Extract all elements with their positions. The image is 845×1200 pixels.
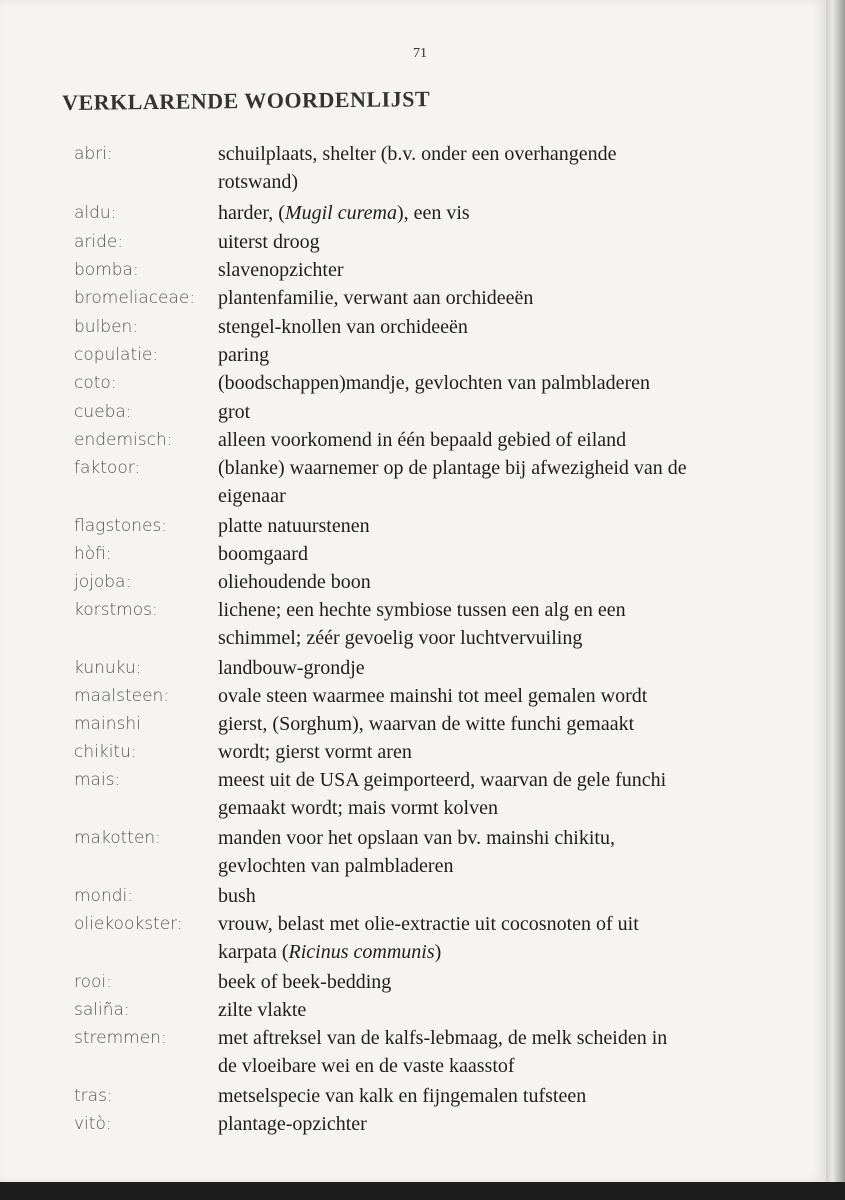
definition-line: manden voor het opslaan van bv. mainshi chikitu, <box>218 827 615 849</box>
glossary-entry <box>0 882 826 910</box>
glossary-entry <box>0 824 826 880</box>
glossary-term: hòfi: <box>74 544 112 564</box>
glossary-entry <box>0 568 826 596</box>
glossary-term: flagstones: <box>74 516 168 536</box>
glossary-definition <box>218 1082 798 1110</box>
glossary-definition <box>218 738 798 766</box>
glossary-entry <box>0 596 826 652</box>
glossary-entry <box>0 341 826 369</box>
glossary-definition <box>218 996 798 1024</box>
glossary-definition <box>218 568 798 596</box>
glossary-definition <box>218 454 798 510</box>
glossary-term: abri: <box>74 144 113 164</box>
glossary-term: korstmos: <box>74 600 158 620</box>
glossary-term: vitò: <box>74 1114 112 1134</box>
definition-line: plantage-opzichter <box>218 1113 367 1135</box>
glossary-entry <box>0 968 826 996</box>
definition-line: paring <box>218 344 270 366</box>
glossary-definition <box>218 824 798 880</box>
definition-line: zilte vlakte <box>218 999 307 1021</box>
definition-line: boomgaard <box>218 543 308 565</box>
glossary-term: chikitu: <box>74 742 137 762</box>
definition-line: landbouw-grondje <box>218 657 365 679</box>
glossary-term: coto: <box>74 373 117 393</box>
glossary-entry <box>0 1110 826 1138</box>
glossary-term: aldu: <box>74 203 117 223</box>
glossary-term: cueba: <box>74 402 132 422</box>
glossary-entry <box>0 540 826 568</box>
glossary-term: faktoor: <box>74 458 141 478</box>
glossary-entry <box>0 454 826 510</box>
glossary-term: bomba: <box>74 260 139 280</box>
glossary-entry <box>0 1024 826 1080</box>
glossary-definition <box>218 313 798 341</box>
glossary-definition <box>218 882 798 910</box>
glossary-entry <box>0 910 826 966</box>
definition-line: stengel-knollen van orchideeën <box>218 316 468 338</box>
glossary-term: oliekookster: <box>74 914 183 934</box>
definition-line: alleen voorkomend in één bepaald gebied of eiland <box>218 429 627 451</box>
glossary-term: maalsteen: <box>74 686 170 706</box>
glossary-definition <box>218 199 798 227</box>
definition-line: plantenfamilie, verwant aan orchideeën <box>218 287 534 309</box>
glossary-term: stremmen: <box>74 1028 167 1048</box>
glossary-definition <box>218 140 798 196</box>
page-number: 71 <box>413 46 427 61</box>
glossary-term: mais: <box>74 770 121 790</box>
glossary-definition <box>218 1024 798 1080</box>
definition-line: slavenopzichter <box>218 259 344 281</box>
definition-line: de vloeibare wei en de vaste kaasstof <box>218 1055 515 1077</box>
definition-line: schuilplaats, shelter (b.v. onder een overhangende <box>218 143 617 165</box>
definition-line: ovale steen waarmee mainshi tot meel gemalen wordt <box>218 685 648 707</box>
definition-line: gevlochten van palmbladeren <box>218 855 454 877</box>
definition-line: lichene; een hechte symbiose tussen een alg en een <box>218 599 626 621</box>
glossary-term: kunuku: <box>74 658 142 678</box>
definition-line: harder, (Mugil curema), een vis <box>218 202 470 224</box>
definition-line: oliehoudende boon <box>218 571 371 593</box>
glossary-entry <box>0 140 826 196</box>
definition-line: eigenaar <box>218 485 286 507</box>
glossary-definition <box>218 369 798 397</box>
glossary-entry <box>0 284 826 312</box>
definition-line: met aftreksel van de kalfs-lebmaag, de melk scheiden in <box>218 1027 668 1049</box>
glossary-entry <box>0 996 826 1024</box>
glossary-entry <box>0 199 826 227</box>
glossary-definition <box>218 596 798 652</box>
definition-line: rotswand) <box>218 171 298 193</box>
glossary-definition <box>218 1110 798 1138</box>
definition-line: wordt; gierst vormt aren <box>218 741 412 763</box>
glossary-definition <box>218 426 798 454</box>
glossary-term: makotten: <box>74 828 161 848</box>
glossary-definition <box>218 228 798 256</box>
glossary-list <box>0 140 826 1140</box>
definition-line: gierst, (Sorghum), waarvan de witte funchi gemaakt <box>218 713 635 735</box>
glossary-term: bulben: <box>74 317 139 337</box>
glossary-term: bromeliaceae: <box>74 288 196 308</box>
definition-line: bush <box>218 885 256 907</box>
definition-line: (boodschappen)mandje, gevlochten van palmbladeren <box>218 372 651 394</box>
definition-line: grot <box>218 401 251 423</box>
glossary-term: mondi: <box>74 886 133 906</box>
glossary-entry <box>0 682 826 710</box>
glossary-term: aride: <box>74 232 124 252</box>
glossary-entry <box>0 512 826 540</box>
glossary-definition <box>218 540 798 568</box>
glossary-entry <box>0 426 826 454</box>
page-title: VERKLARENDE WOORDENLIJST <box>62 86 431 115</box>
glossary-definition <box>218 512 798 540</box>
definition-line: vrouw, belast met olie-extractie uit cocosnoten of uit <box>218 913 639 935</box>
page-edge <box>826 0 845 1182</box>
glossary-entry <box>0 228 826 256</box>
glossary-definition <box>218 766 798 822</box>
glossary-entry <box>0 766 826 822</box>
glossary-entry <box>0 710 826 738</box>
glossary-entry <box>0 369 826 397</box>
scan-border <box>0 1182 845 1200</box>
definition-line: schimmel; zéér gevoelig voor luchtvervuiling <box>218 627 583 649</box>
glossary-definition <box>218 398 798 426</box>
glossary-definition <box>218 968 798 996</box>
glossary-definition <box>218 256 798 284</box>
glossary-definition <box>218 654 798 682</box>
glossary-entry <box>0 256 826 284</box>
glossary-term: mainshi <box>74 714 141 734</box>
glossary-definition <box>218 710 798 738</box>
glossary-term: saliña: <box>74 1000 130 1020</box>
glossary-definition <box>218 284 798 312</box>
definition-line: meest uit de USA geimporteerd, waarvan de gele funchi <box>218 769 667 791</box>
glossary-entry <box>0 398 826 426</box>
glossary-term: jojoba: <box>74 572 132 592</box>
glossary-entry <box>0 1082 826 1110</box>
definition-line: (blanke) waarnemer op de plantage bij afwezigheid van de <box>218 457 687 479</box>
glossary-entry <box>0 313 826 341</box>
glossary-definition <box>218 910 798 966</box>
glossary-entry <box>0 738 826 766</box>
definition-line: metselspecie van kalk en fijngemalen tufsteen <box>218 1085 587 1107</box>
glossary-term: copulatie: <box>74 345 159 365</box>
definition-line: uiterst droog <box>218 231 320 253</box>
definition-line: beek of beek-bedding <box>218 971 392 993</box>
glossary-definition <box>218 341 798 369</box>
glossary-term: tras: <box>74 1086 113 1106</box>
definition-line: karpata (Ricinus communis) <box>218 941 442 963</box>
glossary-term: rooi: <box>74 972 112 992</box>
glossary-definition <box>218 682 798 710</box>
glossary-term: endemisch: <box>74 430 173 450</box>
definition-line: platte natuurstenen <box>218 515 370 537</box>
definition-line: gemaakt wordt; mais vormt kolven <box>218 797 498 819</box>
glossary-entry <box>0 654 826 682</box>
